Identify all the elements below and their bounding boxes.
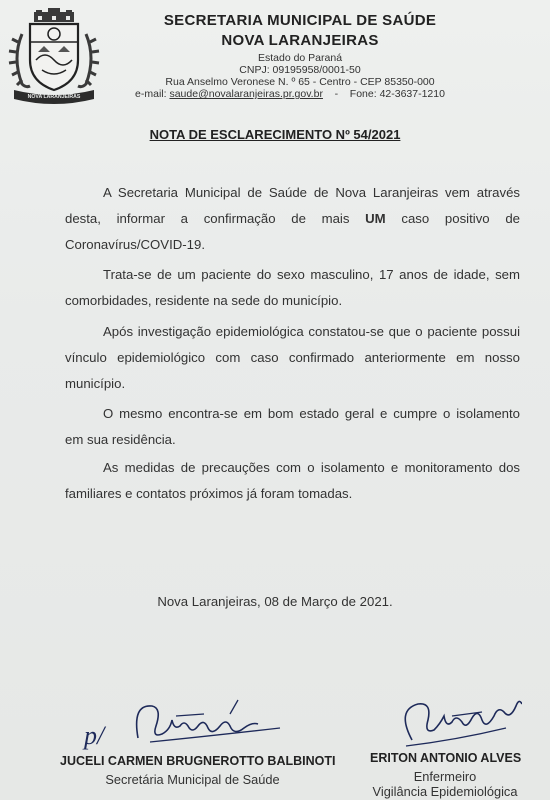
paragraph-2 [65,262,520,314]
svg-text:p/: p/ [84,721,105,750]
svg-text:NOVA LARANJEIRAS: NOVA LARANJEIRAS [27,94,81,100]
contact-line: e-mail: saude@novalaranjeiras.pr.gov.br - Fone: 42-3637-1210 [135,88,445,100]
paragraph-1 [65,180,520,258]
address-line: Rua Anselmo Veronese N. º 65 - Centro - CEP 85350-000 [165,76,435,88]
cnpj-line: CNPJ: 09195958/0001-50 [239,64,361,76]
phone-number: Fone: 42-3637-1210 [349,88,445,100]
paragraph-1-bold: UM [365,211,386,226]
left-signer-role: Secretária Municipal de Saúde [105,772,280,787]
note-title: NOTA DE ESCLARECIMENTO Nº 54/2021 [149,127,401,142]
paragraph-1-text-b: caso positivo de Coronavírus/COVID-19. [65,211,521,252]
right-signer-role: Enfermeiro [413,769,477,784]
left-handwritten-signature [80,694,290,756]
secretariat-title: SECRETARIA MUNICIPAL DE SAÚDE [163,12,437,29]
paragraph-4-text: O mesmo encontra-se em bom estado geral e cumpre o isolamento em sua residência. [65,406,520,447]
right-signer-name: ERITON ANTONIO ALVES [370,751,522,765]
paragraph-3-text: Após investigação epidemiológica constatou-se que o paciente possui vínculo epidemiológico com caso confirmado anteriormente em nosso município. [65,324,520,391]
paragraph-1-text-a: A Secretaria Municipal de Saúde de Nova Laranjeiras vem através desta, informar a confirmação de mais [65,185,520,226]
right-handwritten-signature [392,690,522,754]
paragraph-3 [65,319,520,397]
municipal-crest-logo [8,8,100,106]
right-signer-department: Vigilância Epidemiológica [372,784,518,799]
paragraph-2-text: Trata-se de um paciente do sexo masculino, 17 anos de idade, sem comorbidades, residente na sede do município. [65,267,520,308]
state-line: Estado do Paraná [257,52,343,64]
paragraph-4 [65,401,520,453]
date-line: Nova Laranjeiras, 08 de Março de 2021. [157,594,393,609]
paragraph-5-text: As medidas de precauções com o isolamento e monitoramento dos familiares e contatos próximos já foram tomadas. [65,460,520,501]
left-signer-name: JUCELI CARMEN BRUGNEROTTO BALBINOTI [60,754,336,768]
paragraph-5 [65,455,520,507]
email-link[interactable]: saude@novalaranjeiras.pr.gov.br [169,88,323,100]
municipality-title: NOVA LARANJEIRAS [221,32,379,49]
email-label: e-mail: [135,88,167,100]
